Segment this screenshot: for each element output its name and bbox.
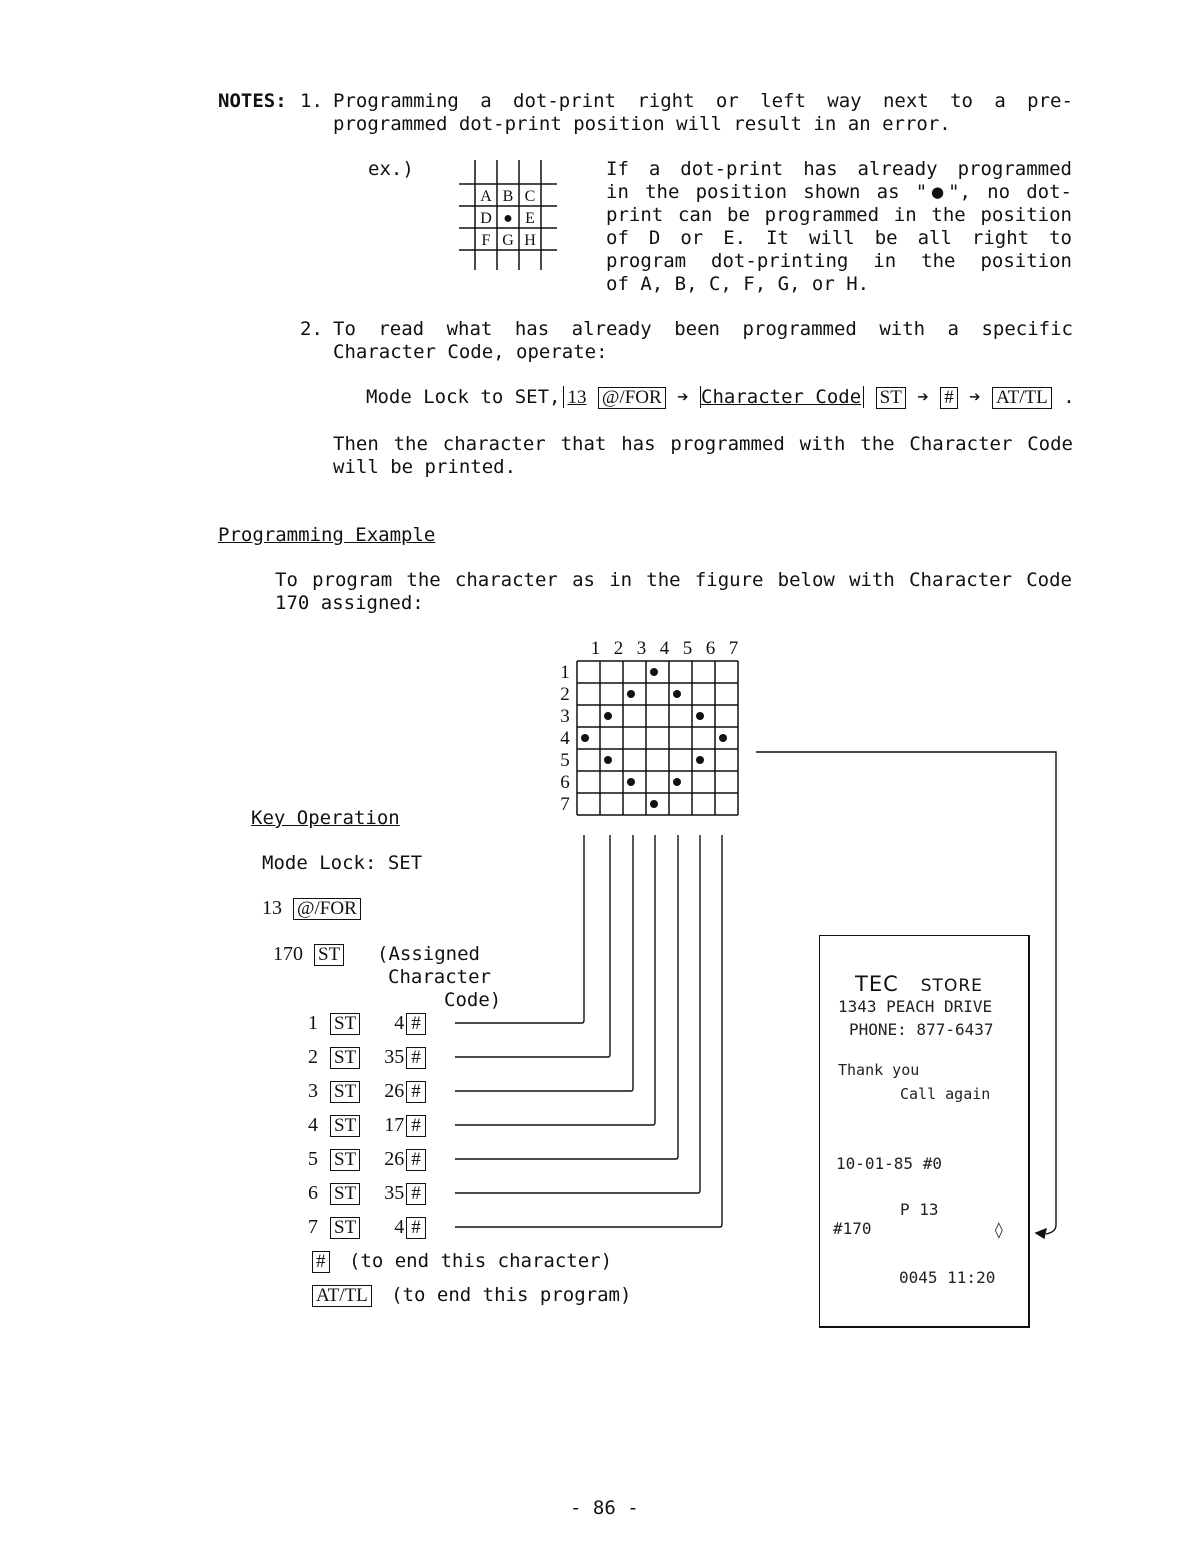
dot xyxy=(719,734,727,742)
column-label: 6 xyxy=(705,638,716,659)
seq-13: 13 xyxy=(567,387,587,408)
dot xyxy=(673,690,681,698)
attl-key: AT/TL xyxy=(992,387,1052,409)
receipt-store-name: TEC STORE xyxy=(855,972,983,996)
key-operation-row xyxy=(308,1182,426,1205)
example-explanation-line: of D or E. It will be all right to xyxy=(606,227,1072,249)
st-key: ST xyxy=(330,1149,360,1171)
example-explanation-line: print can be programmed in the position xyxy=(606,204,1072,226)
note-1-word: a xyxy=(994,90,1006,112)
st-key: ST xyxy=(314,944,344,966)
receipt-thank-you: Thank you xyxy=(838,1061,920,1079)
st-key: ST xyxy=(330,1115,360,1137)
example-intro-line-2: 170 assigned: xyxy=(275,592,424,614)
example-explanation-line: in the position shown as "●", no dot- xyxy=(606,181,1072,203)
value: 4 xyxy=(394,1216,405,1238)
value: 17 xyxy=(384,1114,405,1136)
receipt-p13: P 13 xyxy=(900,1200,939,1219)
dot xyxy=(696,712,704,720)
hash-key: # xyxy=(406,1081,426,1103)
receipt-printed-glyph: ◊ xyxy=(994,1220,1004,1239)
seq-character-code: Character Code xyxy=(701,386,862,408)
dot xyxy=(581,734,589,742)
step-170-number: 170 xyxy=(273,943,303,965)
hash-key: # xyxy=(406,1047,426,1069)
row-label: 3 xyxy=(560,706,570,727)
example-grid-cell: D xyxy=(480,210,492,227)
connector-line xyxy=(455,835,633,1091)
note-1-word: Programming xyxy=(333,90,459,112)
st-key: ST xyxy=(330,1013,360,1035)
key-operation-row xyxy=(308,1012,426,1035)
receipt-date: 10-01-85 #0 xyxy=(836,1154,942,1173)
st-key: ST xyxy=(330,1047,360,1069)
value: 4 xyxy=(394,1012,405,1034)
key-operation-row xyxy=(308,1046,426,1069)
period: . xyxy=(1063,386,1075,408)
example-grid-cell: F xyxy=(481,232,491,249)
column-label: 7 xyxy=(728,638,739,659)
page-number: - 86 - xyxy=(570,1497,639,1519)
example-label: ex.) xyxy=(368,158,414,180)
row-number: 2 xyxy=(308,1046,318,1068)
st-key: ST xyxy=(330,1081,360,1103)
row-label: 6 xyxy=(560,772,570,793)
note-2-number: 2. xyxy=(300,318,323,340)
row-number: 6 xyxy=(308,1182,318,1204)
note-1-word: right xyxy=(637,90,695,112)
mode-lock-set: Mode Lock: SET xyxy=(262,852,423,874)
for-key: @/FOR xyxy=(293,898,361,920)
row-number: 1 xyxy=(308,1012,318,1034)
note-2-line-2: Character Code, operate: xyxy=(333,341,608,363)
st-key: ST xyxy=(330,1183,360,1205)
column-label: 4 xyxy=(659,638,670,659)
note-1-word: a xyxy=(480,90,492,112)
dot xyxy=(673,778,681,786)
notes-label: NOTES: xyxy=(218,90,287,112)
dot xyxy=(604,712,612,720)
row-number: 7 xyxy=(308,1216,318,1238)
dot xyxy=(604,756,612,764)
key-operation-row xyxy=(308,1216,426,1239)
example-grid-cell: E xyxy=(525,210,535,227)
step-13-number: 13 xyxy=(262,897,282,919)
note-1-line-2: programmed dot-print position will result in an error. xyxy=(333,113,951,135)
attl-key: AT/TL xyxy=(312,1285,372,1307)
key-operation-row xyxy=(308,1114,426,1137)
example-grid-cell: G xyxy=(502,232,514,249)
key-operation-heading: Key Operation xyxy=(251,807,400,829)
then-line-1: Then the character that has programmed with the Character Code xyxy=(333,433,1073,455)
dot xyxy=(650,668,658,676)
then-line-2: will be printed. xyxy=(333,456,517,478)
dot xyxy=(627,778,635,786)
dot xyxy=(627,690,635,698)
example-explanation-line: of A, B, C, F, G, or H. xyxy=(606,273,870,295)
hash-key: # xyxy=(940,387,958,409)
example-grid-cell: A xyxy=(480,188,492,205)
arrow-icon xyxy=(1036,1229,1046,1238)
example-explanation-line: If a dot-print has already programmed xyxy=(606,158,1072,180)
example-grid-cell: B xyxy=(502,188,514,205)
key-operation-row xyxy=(308,1148,426,1171)
hash-key: # xyxy=(406,1149,426,1171)
end-program-text: (to end this program) xyxy=(391,1284,632,1306)
note-1-word: pre- xyxy=(1027,90,1073,112)
st-key: ST xyxy=(876,387,906,409)
arrow-icon: ➔ xyxy=(677,386,689,408)
column-label: 3 xyxy=(636,638,647,659)
arrow-icon: ➔ xyxy=(917,386,929,408)
mode-lock-text: Mode Lock to SET, xyxy=(366,386,561,408)
example-grid-cell: H xyxy=(524,232,536,249)
value: 26 xyxy=(384,1080,405,1102)
note-1-word: way xyxy=(827,90,862,112)
step-13 xyxy=(262,897,361,920)
row-label: 7 xyxy=(560,794,570,815)
hash-key: # xyxy=(406,1217,426,1239)
note-1-word: next xyxy=(882,90,929,112)
note-1-word: to xyxy=(950,90,973,112)
column-label: 2 xyxy=(613,638,624,659)
dot xyxy=(650,800,658,808)
note-1-word: dot-print xyxy=(513,90,616,112)
note-1-word: left xyxy=(760,90,806,112)
receipt-address: 1343 PEACH DRIVE xyxy=(838,997,993,1016)
key-operation-row xyxy=(308,1080,426,1103)
step-170 xyxy=(273,943,344,966)
assigned-note-2: Character xyxy=(388,966,491,988)
row-label: 2 xyxy=(560,684,570,705)
receipt-phone: PHONE: 877-6437 xyxy=(849,1020,994,1039)
arrow-icon: ➔ xyxy=(969,386,981,408)
dot xyxy=(696,756,704,764)
note-2-line-1: To read what has already been programmed with a specific xyxy=(333,318,1073,340)
row-number: 4 xyxy=(308,1114,318,1136)
row-label: 1 xyxy=(560,662,570,683)
example-explanation-line: program dot-printing in the position xyxy=(606,250,1072,272)
receipt-call-again: Call again xyxy=(900,1085,991,1103)
end-program-step xyxy=(312,1284,631,1307)
connector-line xyxy=(455,835,722,1227)
note-1-number: 1. xyxy=(300,90,323,112)
example-grid-cell: ● xyxy=(503,210,513,227)
note-1-word: or xyxy=(715,90,739,112)
hash-key: # xyxy=(312,1251,330,1273)
connector-line xyxy=(455,835,700,1193)
assigned-note-3: Code) xyxy=(444,989,502,1011)
row-number: 3 xyxy=(308,1080,318,1102)
value: 26 xyxy=(384,1148,405,1170)
programming-example-heading: Programming Example xyxy=(218,524,436,546)
row-number: 5 xyxy=(308,1148,318,1170)
hash-key: # xyxy=(406,1013,426,1035)
hash-key: # xyxy=(406,1183,426,1205)
receipt-code: #170 xyxy=(833,1219,872,1238)
hash-key: # xyxy=(406,1115,426,1137)
row-label: 4 xyxy=(560,728,570,749)
end-character-text: (to end this character) xyxy=(348,1250,613,1272)
example-intro-line-1: To program the character as in the figure below with Character Code xyxy=(275,569,1072,591)
end-character-step xyxy=(312,1250,612,1273)
for-key: @/FOR xyxy=(598,387,666,409)
st-key: ST xyxy=(330,1217,360,1239)
column-label: 1 xyxy=(590,638,601,659)
column-label: 5 xyxy=(682,638,693,659)
row-label: 5 xyxy=(560,750,570,771)
example-grid-cell: C xyxy=(524,188,536,205)
value: 35 xyxy=(384,1182,405,1204)
receipt-footer: 0045 11:20 xyxy=(899,1268,996,1287)
assigned-note-1: (Assigned xyxy=(377,943,480,965)
value: 35 xyxy=(384,1046,405,1068)
